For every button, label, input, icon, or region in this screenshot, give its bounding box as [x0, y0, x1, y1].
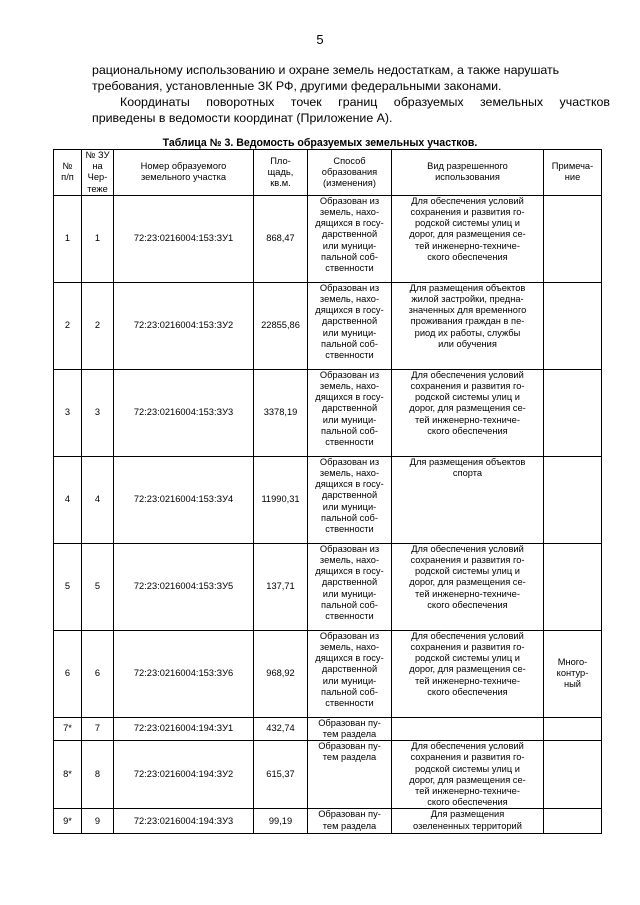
cell-number: 7* [54, 717, 82, 740]
cell-note [544, 195, 602, 282]
table-header-row [54, 150, 602, 196]
paragraph-line: приведены в ведомости координат (Приложение А). [92, 111, 393, 125]
cell-area: 137,71 [254, 543, 308, 630]
cell-permitted-use: Для обеспечения условий сохранения и развития го- родской системы улиц и дорог, для размещения се- тей инженерно-техниче- ского обеспечения [392, 195, 544, 282]
cell-zu: 6 [82, 630, 114, 717]
cell-note [544, 369, 602, 456]
header-cell-note: Примеча- ние [544, 150, 602, 196]
table-row [54, 195, 602, 282]
cell-zu: 2 [82, 282, 114, 369]
cell-zu: 9 [82, 809, 114, 834]
cell-number: 4 [54, 456, 82, 543]
cell-permitted-use: Для размещения озелененных территорий [392, 809, 544, 834]
table-row [54, 369, 602, 456]
cell-note [544, 741, 602, 809]
paragraph-line: Координаты поворотных точек границ образуемых земельных участков [120, 95, 610, 109]
cell-number: 2 [54, 282, 82, 369]
table-row [54, 456, 602, 543]
table-row [54, 543, 602, 630]
table-row [54, 630, 602, 717]
cell-formation-method: Образован пу- тем раздела [308, 809, 392, 834]
cell-zu: 3 [82, 369, 114, 456]
cell-formation-method: Образован из земель, нахо- дящихся в госу- дарственной или муници- пальной соб- ственности [308, 543, 392, 630]
paragraph-line: требования, установленные ЗК РФ, другими федеральными законами. [92, 79, 502, 93]
table-row [54, 282, 602, 369]
cell-formation-method: Образован пу- тем раздела [308, 717, 392, 740]
cell-permitted-use [392, 717, 544, 740]
header-cell-number: № п/п [54, 150, 82, 196]
cell-area: 968,92 [254, 630, 308, 717]
table-caption: Таблица № 3. Ведомость образуемых земельных участков. [162, 137, 478, 149]
cell-cadastral-number: 72:23:0216004:153:ЗУ6 [114, 630, 254, 717]
cell-note [544, 809, 602, 834]
cell-cadastral-number: 72:23:0216004:153:ЗУ5 [114, 543, 254, 630]
cell-permitted-use: Для обеспечения условий сохранения и развития го- родской системы улиц и дорог, для размещения се- тей инженерно-техниче- ского обеспечения [392, 630, 544, 717]
header-cell-permitted-use: Вид разрешенного использования [392, 150, 544, 196]
cell-cadastral-number: 72:23:0216004:194:ЗУ3 [114, 809, 254, 834]
header-cell-cadastral-number: Номер образуемого земельного участка [114, 150, 254, 196]
cell-permitted-use: Для обеспечения условий сохранения и развития го- родской системы улиц и дорог, для размещения се- тей инженерно-техниче- ского обеспечения [392, 741, 544, 809]
cell-cadastral-number: 72:23:0216004:194:ЗУ2 [114, 741, 254, 809]
paragraph-line: рациональному использованию и охране земель недостаткам, а также нарушать [92, 63, 560, 77]
cell-area: 22855,86 [254, 282, 308, 369]
cell-permitted-use: Для размещения объектов жилой застройки, предна- значенных для временного проживания граждан в пе- риод их работы, службы или обучения [392, 282, 544, 369]
table-row [54, 741, 602, 809]
cell-area: 11990,31 [254, 456, 308, 543]
cell-cadastral-number: 72:23:0216004:153:ЗУ3 [114, 369, 254, 456]
cell-cadastral-number: 72:23:0216004:153:ЗУ1 [114, 195, 254, 282]
cell-note [544, 456, 602, 543]
paragraph-coordinates [92, 94, 610, 126]
cell-area: 99,19 [254, 809, 308, 834]
cell-area: 432,74 [254, 717, 308, 740]
cell-area: 615,37 [254, 741, 308, 809]
cell-note: Много- контур- ный [544, 630, 602, 717]
paragraph-continuation [92, 62, 610, 94]
cell-permitted-use: Для обеспечения условий сохранения и развития го- родской системы улиц и дорог, для размещения се- тей инженерно-техниче- ского обеспечения [392, 543, 544, 630]
cell-note [544, 543, 602, 630]
cell-formation-method: Образован из земель, нахо- дящихся в госу- дарственной или муници- пальной соб- ственности [308, 369, 392, 456]
cell-number: 1 [54, 195, 82, 282]
header-cell-formation-method: Способ образования (изменения) [308, 150, 392, 196]
cell-number: 8* [54, 741, 82, 809]
header-cell-zu-on-drawing: № ЗУ на Чер- теже [82, 150, 114, 196]
cell-cadastral-number: 72:23:0216004:194:ЗУ1 [114, 717, 254, 740]
cell-formation-method: Образован пу- тем раздела [308, 741, 392, 809]
land-plots-table [53, 149, 602, 834]
cell-zu: 1 [82, 195, 114, 282]
cell-formation-method: Образован из земель, нахо- дящихся в госу- дарственной или муници- пальной соб- ственности [308, 282, 392, 369]
cell-zu: 4 [82, 456, 114, 543]
header-cell-area: Пло- щадь, кв.м. [254, 150, 308, 196]
cell-zu: 5 [82, 543, 114, 630]
cell-permitted-use: Для обеспечения условий сохранения и развития го- родской системы улиц и дорог, для размещения се- тей инженерно-техниче- ского обеспечения [392, 369, 544, 456]
cell-note [544, 282, 602, 369]
cell-zu: 7 [82, 717, 114, 740]
cell-cadastral-number: 72:23:0216004:153:ЗУ4 [114, 456, 254, 543]
cell-formation-method: Образован из земель, нахо- дящихся в госу- дарственной или муници- пальной соб- ственности [308, 195, 392, 282]
cell-number: 5 [54, 543, 82, 630]
table-row [54, 809, 602, 834]
cell-formation-method: Образован из земель, нахо- дящихся в госу- дарственной или муници- пальной соб- ственности [308, 630, 392, 717]
cell-zu: 8 [82, 741, 114, 809]
cell-area: 868,47 [254, 195, 308, 282]
cell-permitted-use: Для размещения объектов спорта [392, 456, 544, 543]
cell-note [544, 717, 602, 740]
cell-number: 3 [54, 369, 82, 456]
cell-formation-method: Образован из земель, нахо- дящихся в госу- дарственной или муници- пальной соб- ственности [308, 456, 392, 543]
cell-cadastral-number: 72:23:0216004:153:ЗУ2 [114, 282, 254, 369]
cell-area: 3378,19 [254, 369, 308, 456]
cell-number: 6 [54, 630, 82, 717]
page-number: 5 [316, 32, 324, 47]
cell-number: 9* [54, 809, 82, 834]
table-row [54, 717, 602, 740]
